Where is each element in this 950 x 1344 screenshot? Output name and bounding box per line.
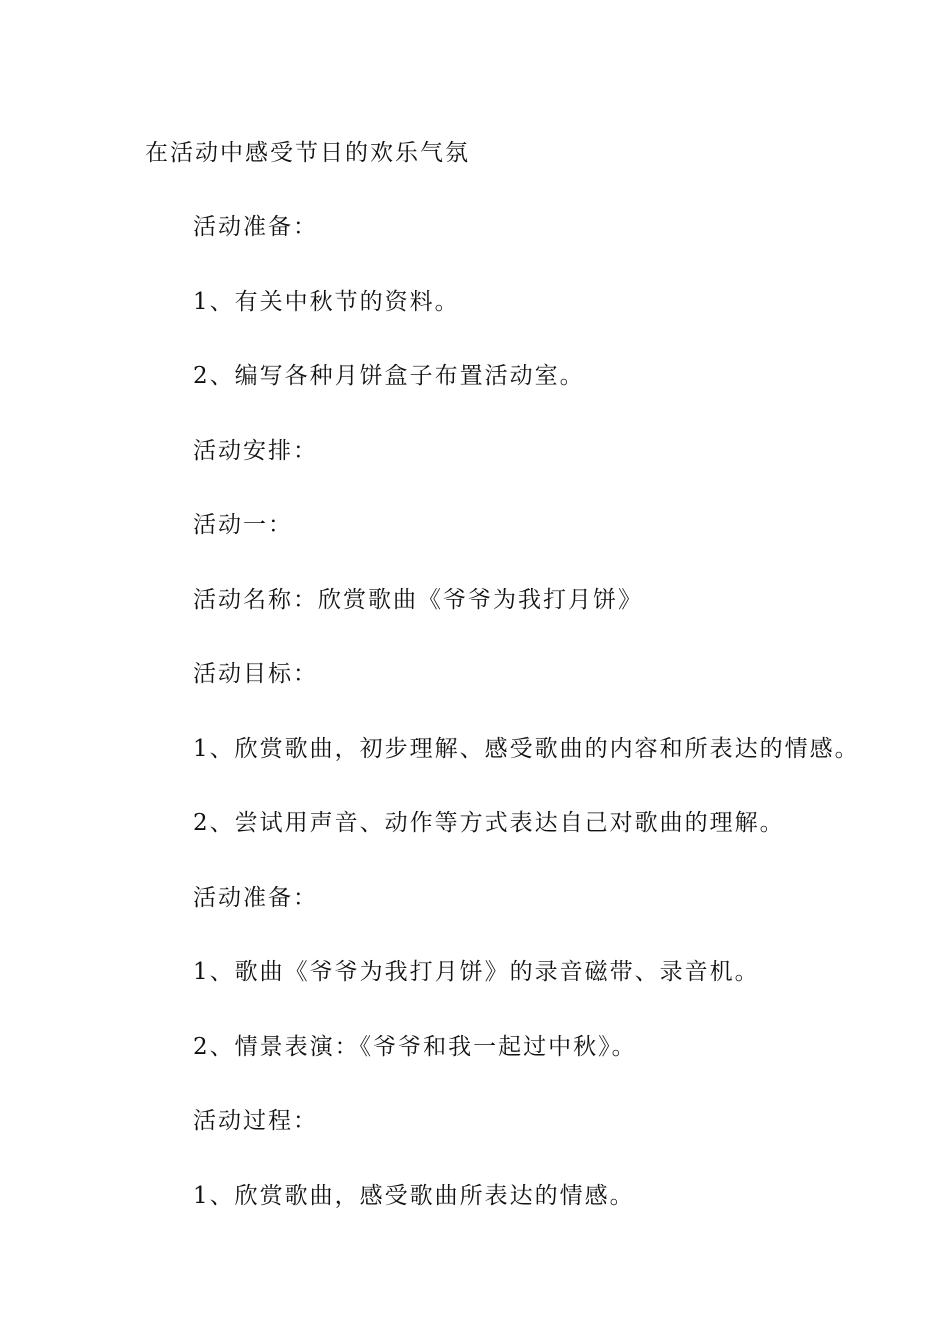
section-heading: 活动准备： <box>193 885 318 911</box>
section-heading: 活动目标： <box>193 661 318 687</box>
section-heading: 活动安排： <box>193 438 318 464</box>
list-item: 2、情景表演：《爷爷和我一起过中秋》。 <box>193 1034 637 1060</box>
section-heading: 活动一： <box>193 512 293 538</box>
list-item: 1、有关中秋节的资料。 <box>193 289 460 315</box>
list-item: 2、尝试用声音、动作等方式表达自己对歌曲的理解。 <box>193 810 785 836</box>
text-line: 活动名称：欣赏歌曲《爷爷为我打月饼》 <box>193 587 643 613</box>
section-heading: 活动过程： <box>193 1108 318 1134</box>
list-item: 1、欣赏歌曲，初步理解、感受歌曲的内容和所表达的情感。 <box>193 736 860 762</box>
section-heading: 活动准备： <box>193 214 318 240</box>
text-line: 在活动中感受节日的欢乐气氛 <box>145 140 470 166</box>
list-item: 2、编写各种月饼盒子布置活动室。 <box>193 363 585 389</box>
list-item: 1、欣赏歌曲，感受歌曲所表达的情感。 <box>193 1183 635 1209</box>
list-item: 1、歌曲《爷爷为我打月饼》的录音磁带、录音机。 <box>193 959 760 985</box>
